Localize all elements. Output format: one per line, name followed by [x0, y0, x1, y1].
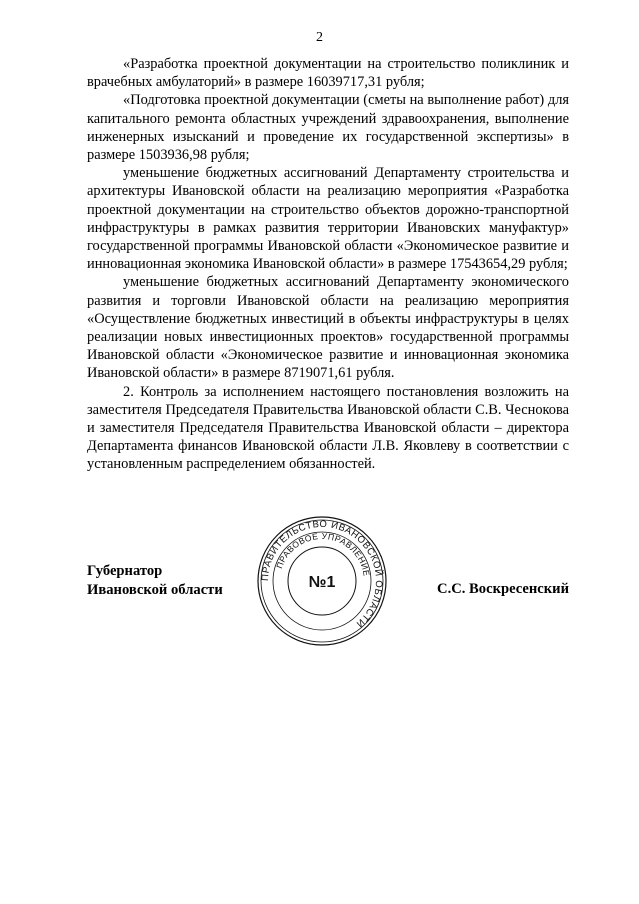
signatory-title — [87, 562, 223, 600]
page-number: 2 — [316, 30, 323, 45]
document-body — [87, 55, 569, 474]
paragraph: «Разработка проектной документации на строительство поликлиник и врачебных амбулаторий» в размере 16039717,31 рубля; — [87, 56, 569, 91]
stamp-inner-text: ПРАВОВОЕ УПРАВЛЕНИЕ — [274, 530, 372, 578]
signatory-title-line2: Ивановской области — [87, 582, 223, 598]
paragraph: уменьшение бюджетных ассигнований Департаменту экономического развития и торговли Ивановской области на реализацию мероприятия «Осуществление бюджетных инвестиций в объекты инфраструктуры в целях реализации новых инвестиционных проектов» государственной программы Ивановской области «Экономическое развитие и инновационная экономика Ивановской области» в размере 8719071,61 рубля. — [87, 274, 569, 382]
official-stamp — [256, 515, 388, 647]
signatory-name: С.С. Воскресенский — [437, 581, 569, 597]
stamp-outer-text: ПРАВИТЕЛЬСТВО ИВАНОВСКОЙ ОБЛАСТИ — [259, 518, 385, 630]
paragraph: 2. Контроль за исполнением настоящего постановления возложить на заместителя Председателя Правительства Ивановской области С.В. Чеснокова и заместителя Председателя Правительства Ивановской области – директора Департамента финансов Ивановской области Л.В. Яковлеву в соответствии с установленным распределением обязанностей. — [87, 383, 569, 473]
stamp-number: №1 — [308, 574, 336, 591]
paragraph: «Подготовка проектной документации (сметы на выполнение работ) для капитального ремонта областных учреждений здравоохранения, выполнение инженерных изысканий и проведение их государственной экспертизы» в размере 1503936,98 рубля; — [87, 92, 569, 164]
paragraph: уменьшение бюджетных ассигнований Департаменту строительства и архитектуры Ивановской области на реализацию мероприятия «Разработка проектной документации на строительство объектов дорожно-транспортной инфраструктуры в рамках развития территории Ивановских мануфактур» государственной программы Ивановской области «Экономическое развитие и инновационная экономика Ивановской области» в размере 17543654,29 рубля; — [87, 165, 569, 273]
signatory-title-line1: Губернатор — [87, 563, 163, 579]
